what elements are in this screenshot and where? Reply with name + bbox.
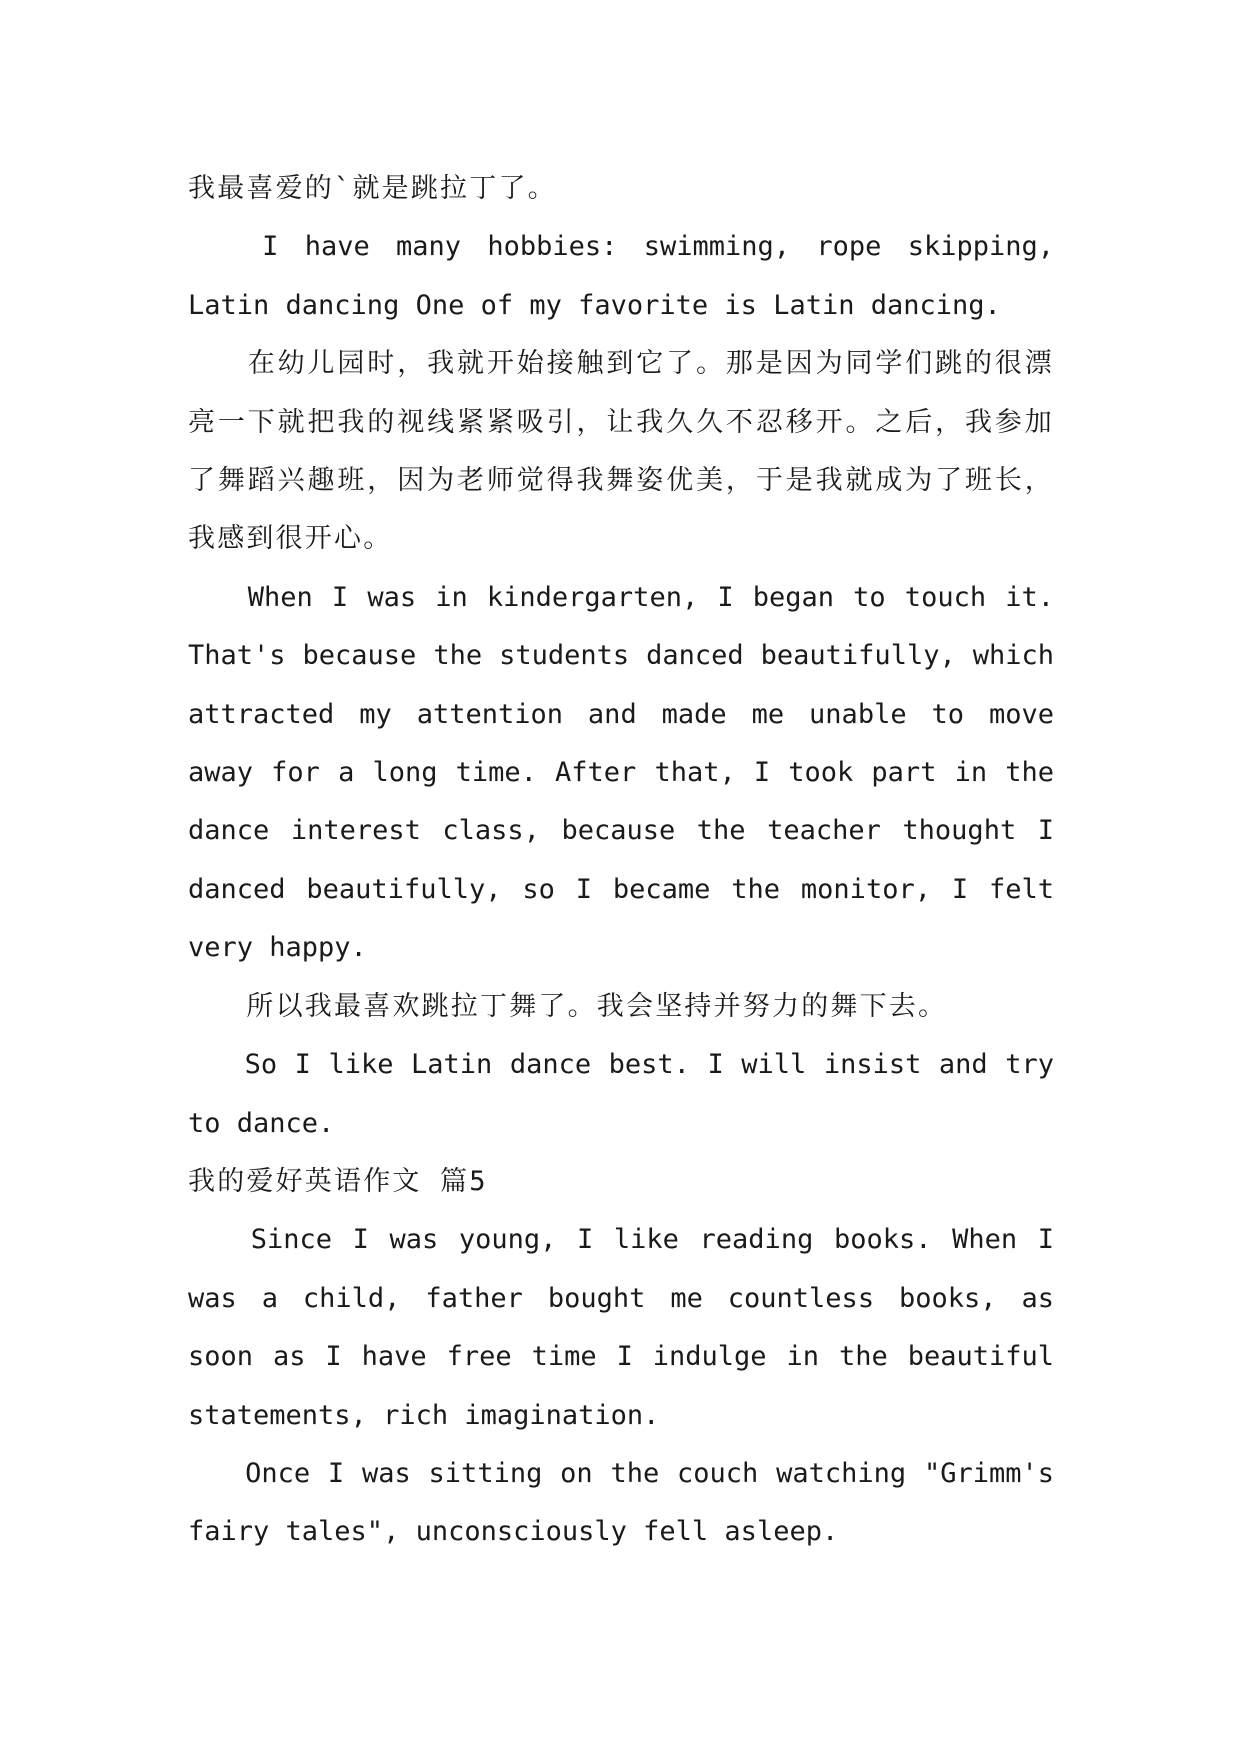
paragraph-persist-en: So I like Latin dance best. I will insist and try to dance. xyxy=(188,1049,1071,1139)
document-page xyxy=(188,160,1071,1562)
paragraph-reading-en: Since I was young, I like reading books. When I was a child, father bought me countless books, as soon as I have free time I indulge in the beautiful statements, rich imagination. xyxy=(188,1224,1071,1431)
paragraph-kindergarten-en: When I was in kindergarten, I began to touch it. That's because the students danced beautifully, which attracted my attention and made me unable to move away for a long time. After that, I took part in the dance interest class, because the teacher thought I danced beautifully, so I became the monitor, I felt very happy. xyxy=(188,581,1071,964)
paragraph-kindergarten-cn: 在幼儿园时，我就开始接触到它了。那是因为同学们跳的很漂亮一下就把我的视线紧紧吸引，让我久久不忍移开。之后，我参加了舞蹈兴趣班，因为老师觉得我舞姿优美，于是我就成为了班长，我感到很开心。 xyxy=(188,348,1054,555)
paragraph-grimm-en: Once I was sitting on the couch watching "Grimm's fairy tales", unconsciously fell asleep. xyxy=(188,1457,1071,1548)
paragraph-hobbies-en: I have many hobbies: swimming, rope skipping, Latin dancing One of my favorite is Latin dancing. xyxy=(188,231,1071,321)
paragraph-favorite-cn: 我最喜爱的`就是跳拉丁了。 xyxy=(188,173,557,204)
section-heading: 我的爱好英语作文 篇5 xyxy=(188,1165,488,1197)
paragraph-persist-cn: 所以我最喜欢跳拉丁舞了。我会坚持并努力的舞下去。 xyxy=(188,990,948,1022)
